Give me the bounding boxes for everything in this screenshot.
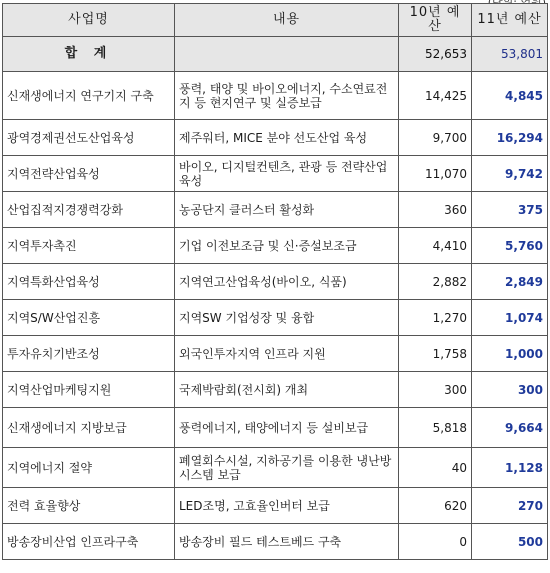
- row-content: LED조명, 고효율인버터 보급: [175, 488, 399, 524]
- table-row: [3, 264, 548, 300]
- row-y11: 375: [472, 192, 548, 228]
- table-row: [3, 192, 548, 228]
- row-content: 풍력에너지, 태양에너지 등 설비보급: [175, 408, 399, 448]
- total-y11: 53,801: [472, 37, 548, 72]
- row-y10: 2,882: [399, 264, 472, 300]
- table-row: [3, 448, 548, 488]
- table-row: [3, 300, 548, 336]
- row-y11: 9,664: [472, 408, 548, 448]
- row-y11: 1,074: [472, 300, 548, 336]
- row-name: 산업집적지경쟁력강화: [3, 192, 175, 228]
- row-y10: 300: [399, 372, 472, 408]
- row-content: 풍력, 태양 및 바이오에너지, 수소연료전지 등 현지연구 및 실증보급: [175, 72, 399, 120]
- row-y11: 2,849: [472, 264, 548, 300]
- row-content: 지역SW 기업성장 및 융합: [175, 300, 399, 336]
- row-name: 지역산업마케팅지원: [3, 372, 175, 408]
- header-row: [3, 4, 548, 37]
- row-content: 제주워터, MICE 분야 선도산업 육성: [175, 120, 399, 156]
- table-row: [3, 336, 548, 372]
- row-name: 신재생에너지 지방보급: [3, 408, 175, 448]
- row-content: 방송장비 필드 테스트베드 구축: [175, 524, 399, 560]
- row-content: 국제박람회(전시회) 개최: [175, 372, 399, 408]
- row-name: 방송장비산업 인프라구축: [3, 524, 175, 560]
- row-y11: 500: [472, 524, 548, 560]
- row-y11: 9,742: [472, 156, 548, 192]
- row-y11: 270: [472, 488, 548, 524]
- row-y10: 11,070: [399, 156, 472, 192]
- row-content: 농공단지 클러스터 활성화: [175, 192, 399, 228]
- table-row: [3, 488, 548, 524]
- total-y10: 52,653: [399, 37, 472, 72]
- row-content: 외국인투자지역 인프라 지원: [175, 336, 399, 372]
- row-y10: 9,700: [399, 120, 472, 156]
- row-y11: 1,128: [472, 448, 548, 488]
- total-content: [175, 37, 399, 72]
- row-name: 광역경제권선도산업육성: [3, 120, 175, 156]
- total-label: 합 계: [3, 37, 175, 72]
- header-y10: 10년 예산: [399, 4, 472, 37]
- table-row: [3, 408, 548, 448]
- row-name: 지역에너지 절약: [3, 448, 175, 488]
- header-name: 사업명: [3, 4, 175, 37]
- row-y10: 1,270: [399, 300, 472, 336]
- table-row: [3, 524, 548, 560]
- row-name: 지역전략산업육성: [3, 156, 175, 192]
- row-y10: 0: [399, 524, 472, 560]
- row-y10: 40: [399, 448, 472, 488]
- header-content: 내용: [175, 4, 399, 37]
- header-y11: 11년 예산: [472, 4, 548, 37]
- row-y10: 14,425: [399, 72, 472, 120]
- row-name: 지역S/W산업진흥: [3, 300, 175, 336]
- row-y11: 1,000: [472, 336, 548, 372]
- table-row: [3, 228, 548, 264]
- table-row: [3, 156, 548, 192]
- total-row: [3, 37, 548, 72]
- row-y11: 16,294: [472, 120, 548, 156]
- row-content: 기업 이전보조금 및 신·증설보조금: [175, 228, 399, 264]
- table-row: [3, 372, 548, 408]
- budget-table: [2, 3, 548, 560]
- row-y10: 4,410: [399, 228, 472, 264]
- row-y10: 360: [399, 192, 472, 228]
- table-row: [3, 120, 548, 156]
- row-name: 지역특화산업육성: [3, 264, 175, 300]
- row-name: 전력 효율향상: [3, 488, 175, 524]
- row-y10: 5,818: [399, 408, 472, 448]
- row-y11: 4,845: [472, 72, 548, 120]
- row-y10: 620: [399, 488, 472, 524]
- row-content: 지역연고산업육성(바이오, 식품): [175, 264, 399, 300]
- row-y11: 300: [472, 372, 548, 408]
- row-name: 지역투자촉진: [3, 228, 175, 264]
- row-name: 신재생에너지 연구기지 구축: [3, 72, 175, 120]
- table-row: [3, 72, 548, 120]
- row-content: 바이오, 디지털컨텐츠, 관광 등 전략산업육성: [175, 156, 399, 192]
- row-y10: 1,758: [399, 336, 472, 372]
- row-name: 투자유치기반조성: [3, 336, 175, 372]
- row-y11: 5,760: [472, 228, 548, 264]
- row-content: 폐열회수시설, 지하공기를 이용한 냉난방시스템 보급: [175, 448, 399, 488]
